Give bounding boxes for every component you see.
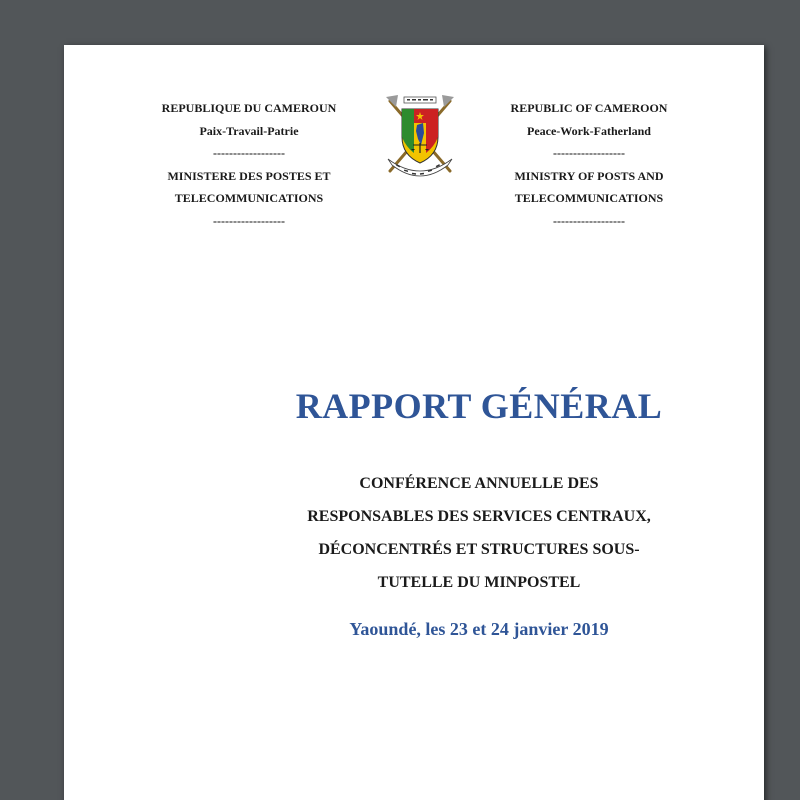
report-title: RAPPORT GÉNÉRAL: [295, 386, 663, 426]
separator: ------------------: [213, 213, 285, 228]
subtitle-line: RESPONSABLES DES SERVICES CENTRAUX,: [307, 508, 651, 525]
country-name-fr: REPUBLIQUE DU CAMEROUN: [161, 101, 337, 115]
document-page: [64, 45, 764, 800]
separator: ------------------: [553, 146, 625, 160]
report-subtitle: [224, 467, 734, 599]
ministry-line-en: TELECOMMUNICATIONS: [514, 191, 664, 205]
header-english: [474, 97, 704, 232]
motto-en: Peace-Work-Fatherland: [527, 123, 651, 138]
ministry-line-en: MINISTRY OF POSTS AND: [514, 168, 664, 183]
report-date: Yaoundé, les 23 et 24 janvier 2019: [349, 619, 609, 639]
ministry-line-fr: TELECOMMUNICATIONS: [174, 191, 324, 205]
separator: ------------------: [553, 213, 625, 228]
motto-fr: Paix-Travail-Patrie: [199, 123, 299, 138]
coat-of-arms-icon: [380, 93, 460, 181]
subtitle-line: TUTELLE DU MINPOSTEL: [377, 574, 581, 591]
subtitle-line: DÉCONCENTRÉS ET STRUCTURES SOUS-: [318, 541, 640, 558]
subtitle-line: CONFÉRENCE ANNUELLE DES: [359, 475, 599, 492]
country-name-en: REPUBLIC OF CAMEROON: [510, 101, 668, 115]
ministry-line-fr: MINISTERE DES POSTES ET: [167, 168, 331, 183]
separator: ------------------: [213, 146, 285, 160]
header-french: [134, 97, 364, 232]
